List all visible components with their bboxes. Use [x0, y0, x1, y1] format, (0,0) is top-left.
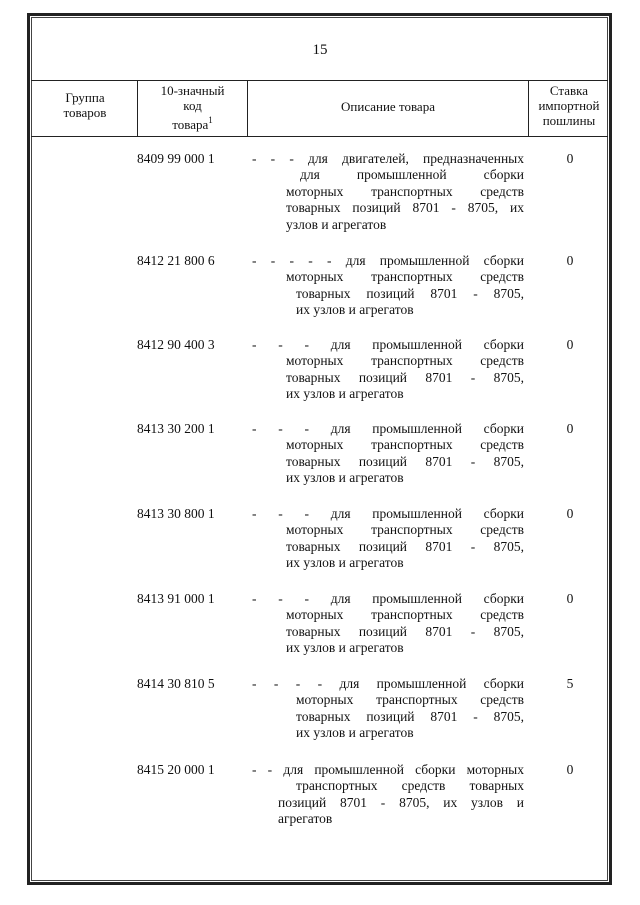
row-code: 8413 30 200 1	[137, 421, 215, 436]
desc-line: их узлов и агрегатов	[286, 386, 404, 402]
header-code-line: 10-значный	[160, 83, 225, 98]
desc-line: товарных позиций 8701 - 8705,	[286, 538, 524, 554]
desc-line: агрегатов	[278, 811, 333, 827]
header-rate-line: импортной	[538, 98, 600, 113]
row-code: 8414 30 810 5	[137, 676, 215, 691]
desc-line: - - - для двигателей, предназначенных	[252, 151, 524, 166]
row-rate: 0	[566, 337, 574, 352]
desc-line: для промышленной сборки	[300, 167, 524, 183]
row-code: 8413 30 800 1	[137, 506, 215, 521]
desc-line: их узлов и агрегатов	[296, 725, 414, 741]
row-description	[252, 253, 524, 319]
row-code: 8409 99 000 1	[137, 151, 215, 166]
desc-line: моторных транспортных средств	[286, 183, 524, 199]
row-rate: 0	[566, 591, 574, 606]
row-description	[252, 591, 524, 657]
desc-line: - - для промышленной сборки моторных	[252, 762, 524, 777]
desc-line: товарных позиций 8701 - 8705,	[296, 285, 524, 301]
desc-line: их узлов и агрегатов	[286, 470, 404, 486]
row-rate: 0	[566, 421, 574, 436]
desc-line: моторных транспортных средств	[286, 607, 524, 623]
header-code-line	[138, 113, 247, 132]
desc-line: - - - для промышленной сборки	[252, 591, 524, 606]
desc-line: их узлов и агрегатов	[286, 640, 404, 656]
row-rate: 0	[566, 506, 574, 521]
desc-line: - - - для промышленной сборки	[252, 337, 524, 352]
desc-line: моторных транспортных средств	[286, 522, 524, 538]
header-rate	[529, 83, 609, 128]
row-code: 8413 91 000 1	[137, 591, 215, 606]
row-description	[252, 762, 524, 828]
desc-line: моторных транспортных средств	[286, 437, 524, 453]
desc-line: - - - для промышленной сборки	[252, 421, 524, 436]
desc-line: их узлов и агрегатов	[296, 302, 414, 318]
row-rate: 0	[566, 762, 574, 777]
desc-line: товарных позиций 8701 - 8705,	[286, 623, 524, 639]
header-code-word: товара	[172, 117, 209, 132]
desc-line: товарных позиций 8701 - 8705,	[286, 369, 524, 385]
row-description	[252, 421, 524, 487]
table-header-rule	[31, 136, 608, 137]
page-number: 15	[312, 42, 328, 58]
desc-line: товарных позиций 8701 - 8705,	[296, 708, 524, 724]
desc-line: моторных транспортных средств	[286, 269, 524, 285]
desc-line: их узлов и агрегатов	[286, 555, 404, 571]
header-description: Описание товара	[341, 99, 435, 114]
header-group-line: товаров	[63, 105, 107, 120]
desc-line: - - - - для промышленной сборки	[252, 676, 524, 691]
desc-line: узлов и агрегатов	[286, 216, 387, 232]
header-code-line: код	[183, 98, 202, 113]
row-rate: 5	[566, 676, 574, 691]
desc-line: - - - для промышленной сборки	[252, 506, 524, 521]
header-group	[33, 90, 137, 120]
desc-line: - - - - - для промышленной сборки	[252, 253, 524, 268]
desc-line: транспортных средств товарных	[296, 778, 524, 794]
desc-line: моторных транспортных средств	[296, 692, 524, 708]
header-group-line: Группа	[65, 90, 105, 105]
row-rate: 0	[566, 253, 574, 268]
row-code: 8412 90 400 3	[137, 337, 215, 352]
header-rate-line: пошлины	[542, 113, 596, 128]
row-description	[252, 676, 524, 742]
footnote-marker: 1	[208, 115, 213, 125]
desc-line: позиций 8701 - 8705, их узлов и	[278, 794, 524, 810]
desc-line: товарных позиций 8701 - 8705, их	[286, 200, 524, 216]
desc-line: моторных транспортных средств	[286, 353, 524, 369]
row-rate: 0	[566, 151, 574, 166]
row-code: 8412 21 800 6	[137, 253, 215, 268]
header-code	[138, 83, 247, 132]
row-description	[252, 506, 524, 572]
desc-line: товарных позиций 8701 - 8705,	[286, 453, 524, 469]
table-top-rule	[31, 80, 608, 81]
row-description	[252, 151, 524, 233]
row-description	[252, 337, 524, 403]
header-rate-line: Ставка	[549, 83, 589, 98]
row-code: 8415 20 000 1	[137, 762, 215, 777]
